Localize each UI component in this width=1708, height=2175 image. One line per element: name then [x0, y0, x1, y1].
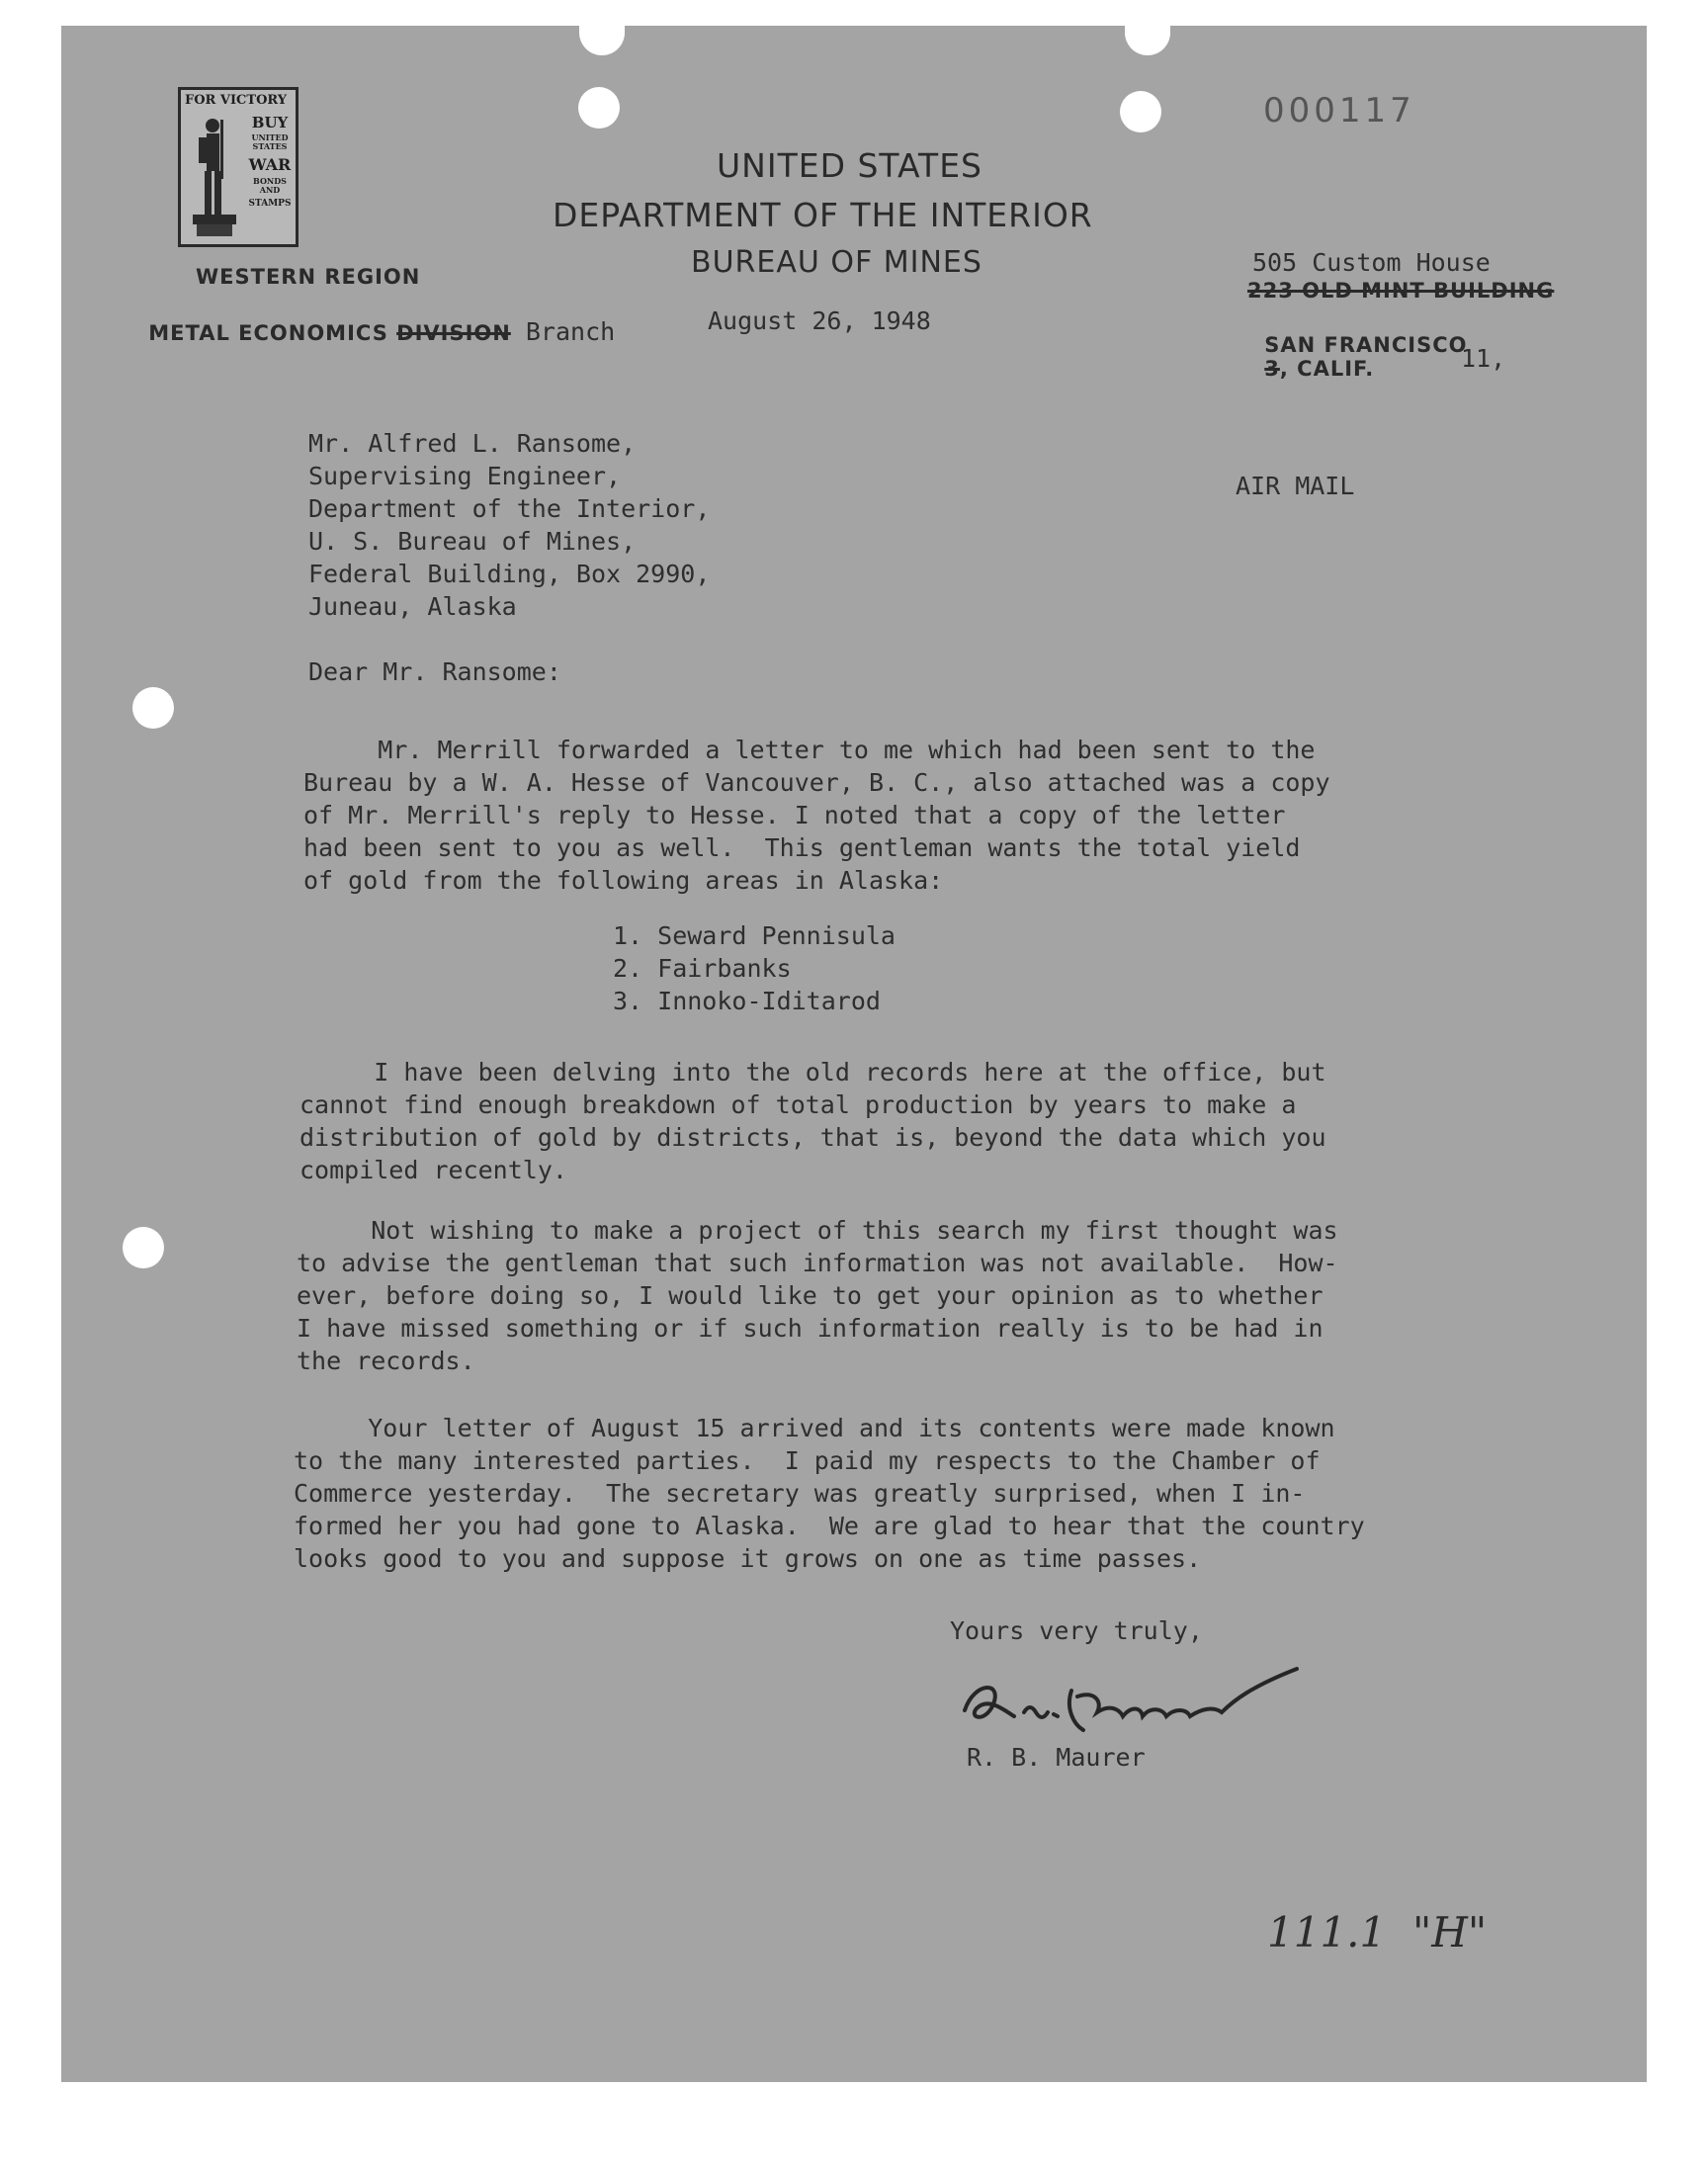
emblem-united-states: UNITED STATES — [251, 132, 289, 151]
punch-hole-top-right — [1120, 91, 1161, 132]
emblem-buy: BUY — [251, 114, 289, 131]
paragraph-line: of gold from the following areas in Alaska: — [303, 866, 944, 895]
address-typed: 505 Custom House — [1252, 248, 1491, 277]
paragraph-line: had been sent to you as well. This gentleman wants the total yield — [303, 833, 1301, 862]
paragraph-line: I have been delving into the old records here at the office, but — [299, 1058, 1326, 1087]
letterhead-bureau: BUREAU OF MINES — [691, 245, 982, 280]
paragraph-4 — [294, 1412, 1365, 1575]
air-mail-label: AIR MAIL — [1236, 472, 1355, 500]
paragraph-line: formed her you had gone to Alaska. We are glad to hear that the country — [294, 1512, 1365, 1540]
inside-address — [308, 427, 710, 623]
division-line — [129, 299, 615, 346]
western-region: WESTERN REGION — [196, 265, 421, 289]
areas-list — [613, 919, 896, 1017]
punch-hole-left-upper — [132, 687, 174, 729]
city-line — [1245, 314, 1468, 381]
city-name: SAN FRANCISCO — [1264, 333, 1468, 357]
emblem-bonds-and: BONDS AND — [253, 176, 287, 195]
address-line: Federal Building, Box 2990, — [308, 560, 711, 588]
file-notation: 111.1 "H" — [1267, 1908, 1488, 1957]
emblem-war: WAR — [248, 155, 292, 174]
paragraph-line: to the many interested parties. I paid my respects to the Chamber of — [294, 1446, 1321, 1475]
paragraph-line: Commerce yesterday. The secretary was greatly surprised, when I in- — [294, 1479, 1306, 1508]
list-item: 1. Seward Pennisula — [613, 921, 896, 950]
list-item: 2. Fairbanks — [613, 954, 792, 983]
city-struck-digit: 3 — [1264, 357, 1280, 381]
paragraph-line: Bureau by a W. A. Hesse of Vancouver, B. C., also attached was a copy — [303, 768, 1330, 797]
address-line: Juneau, Alaska — [308, 592, 517, 621]
address-line: Mr. Alfred L. Ransome, — [308, 429, 637, 458]
address-struck: 223 OLD MINT BUILDING — [1247, 279, 1555, 303]
paragraph-line: Your letter of August 15 arrived and its contents were made known — [294, 1414, 1335, 1442]
paragraph-line: cannot find enough breakdown of total production by years to make a — [299, 1090, 1297, 1119]
war-bonds-emblem — [178, 87, 299, 247]
salutation: Dear Mr. Ransome: — [308, 657, 561, 686]
punch-hole-top-left — [578, 87, 620, 129]
punch-hole-left-lower — [123, 1227, 164, 1268]
paragraph-line: of Mr. Merrill's reply to Hesse. I noted that a copy of the letter — [303, 801, 1286, 829]
paragraph-line: compiled recently. — [299, 1156, 567, 1184]
city-state: , CALIF. — [1279, 357, 1375, 381]
letterhead-united-states: UNITED STATES — [717, 146, 982, 185]
paragraph-3 — [297, 1214, 1338, 1377]
closing: Yours very truly, — [950, 1616, 1203, 1645]
paragraph-line: Mr. Merrill forwarded a letter to me which had been sent to the — [303, 736, 1316, 764]
emblem-stamps: STAMPS — [248, 199, 292, 209]
address-line: Department of the Interior, — [308, 494, 711, 523]
paragraph-line: I have missed something or if such information really is to be had in — [297, 1314, 1324, 1343]
list-item: 3. Innoko-Iditarod — [613, 987, 881, 1015]
division-suffix: Branch — [510, 317, 616, 346]
emblem-for-victory: FOR VICTORY — [185, 93, 288, 108]
division-prefix: METAL ECONOMICS — [148, 321, 397, 345]
handwritten-signature — [955, 1661, 1311, 1750]
signer-name: R. B. Maurer — [967, 1743, 1146, 1772]
minuteman-icon — [185, 112, 244, 242]
paragraph-1 — [303, 734, 1330, 897]
paragraph-line: ever, before doing so, I would like to get your opinion as to whether — [297, 1281, 1324, 1310]
paragraph-line: looks good to you and suppose it grows on one as time passes. — [294, 1544, 1202, 1573]
stamp-number: 000117 — [1263, 91, 1415, 130]
paragraph-line: to advise the gentleman that such information was not available. How- — [297, 1249, 1338, 1277]
division-struck: DIVISION — [396, 321, 511, 345]
paragraph-line: distribution of gold by districts, that is, beyond the data which you — [299, 1123, 1326, 1152]
paragraph-line: Not wishing to make a project of this search my first thought was — [297, 1216, 1338, 1245]
address-line: U. S. Bureau of Mines, — [308, 527, 637, 556]
letter-date: August 26, 1948 — [708, 306, 931, 335]
paragraph-line: the records. — [297, 1347, 475, 1375]
letterhead-department: DEPARTMENT OF THE INTERIOR — [553, 196, 1093, 234]
paragraph-2 — [299, 1056, 1326, 1186]
address-line: Supervising Engineer, — [308, 462, 622, 490]
postal-zone: 11, — [1461, 344, 1506, 373]
